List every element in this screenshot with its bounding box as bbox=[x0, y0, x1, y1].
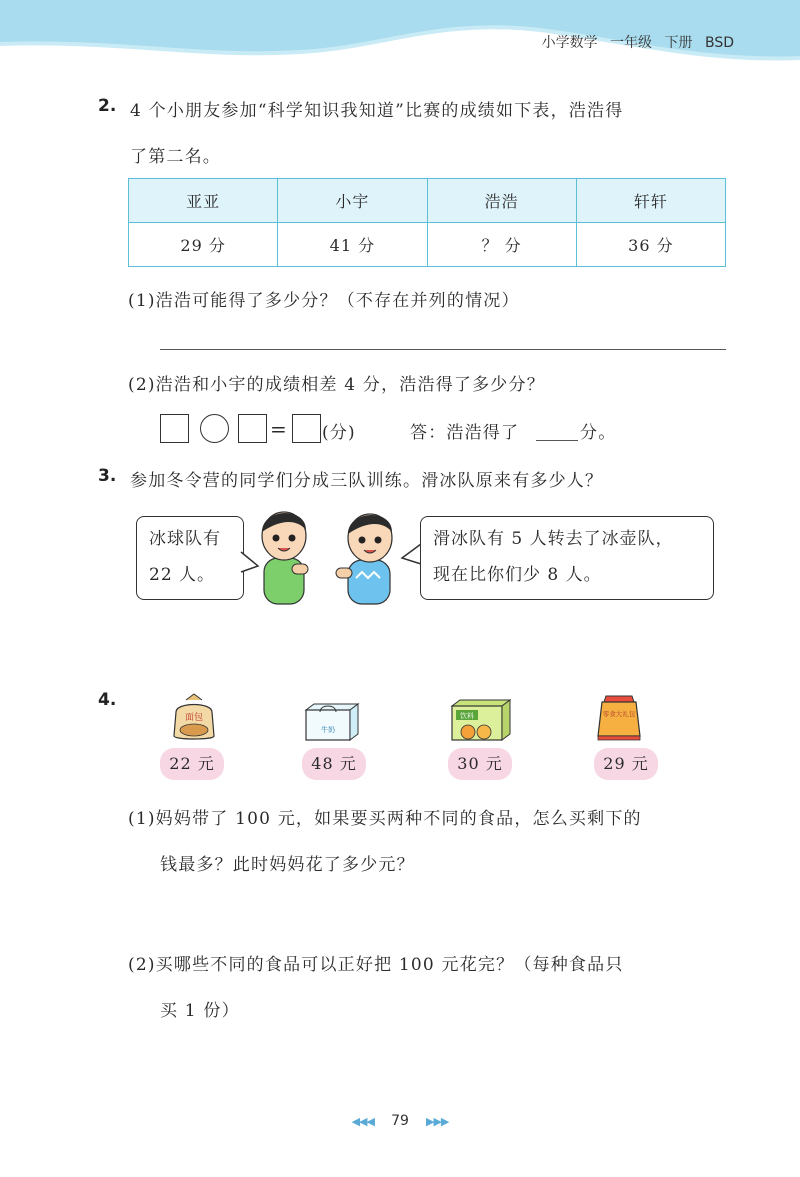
operator-circle[interactable] bbox=[200, 414, 229, 443]
bread-icon bbox=[170, 692, 218, 742]
q2-text-line1: 4 个小朋友参加“科学知识我知道”比赛的成绩如下表，浩浩得 bbox=[130, 101, 624, 121]
score-cell: 29 分 bbox=[129, 223, 278, 267]
snack-pack-icon bbox=[594, 692, 644, 742]
q4-sub1-line2: 钱最多？此时妈妈花了多少元？ bbox=[160, 855, 415, 875]
children-illustration bbox=[252, 500, 412, 610]
drink-box-icon bbox=[448, 696, 514, 742]
page-number: 79 bbox=[391, 1113, 409, 1129]
header-grade: 一年级 bbox=[610, 35, 653, 51]
answer-blank[interactable] bbox=[536, 440, 578, 441]
score-cell: 36 分 bbox=[576, 223, 725, 267]
q2-sub1-answer-line[interactable] bbox=[160, 349, 726, 350]
equation-unit: (分) bbox=[322, 423, 356, 443]
q4-number: 4. bbox=[98, 690, 117, 710]
q2-number: 2. bbox=[98, 96, 117, 116]
equation-box-2[interactable] bbox=[238, 414, 267, 443]
price-tag-milk: 48 元 bbox=[302, 748, 366, 780]
milk-label: 牛奶 bbox=[321, 726, 335, 734]
q2-text-line2: 了第二名。 bbox=[130, 147, 221, 167]
drink-label: 饮料 bbox=[460, 712, 474, 720]
score-table bbox=[128, 178, 726, 267]
equals-sign: = bbox=[270, 417, 288, 441]
score-header-cell: 亚亚 bbox=[129, 179, 278, 223]
equation-box-1[interactable] bbox=[160, 414, 189, 443]
bubble-left-line1: 冰球队有 bbox=[149, 529, 221, 549]
speech-bubble-left bbox=[136, 516, 244, 600]
score-header-cell: 小宇 bbox=[278, 179, 427, 223]
prev-page-arrows-icon[interactable]: ◀◀◀ bbox=[351, 1115, 374, 1128]
milk-box-icon bbox=[302, 700, 362, 742]
next-page-arrows-icon[interactable]: ▶▶▶ bbox=[426, 1115, 449, 1128]
bubble-right-line2: 现在比你们少 8 人。 bbox=[433, 565, 602, 585]
header-info bbox=[542, 32, 734, 52]
bubble-right-tail bbox=[398, 540, 422, 570]
q4-sub2-line2: 买 1 份） bbox=[160, 1001, 240, 1021]
price-tag-drink: 30 元 bbox=[448, 748, 512, 780]
snack-label: 零食大礼包 bbox=[602, 710, 636, 718]
q4-sub2-line1: (2)买哪些不同的食品可以正好把 100 元花完？（每种食品只 bbox=[128, 955, 624, 975]
score-cell: ？ 分 bbox=[427, 223, 576, 267]
header-subject: 小学数学 bbox=[541, 35, 598, 51]
page-footer bbox=[0, 1110, 800, 1129]
answer-prefix: 答：浩浩得了 bbox=[410, 423, 520, 443]
score-header-cell: 轩轩 bbox=[576, 179, 725, 223]
q4-sub1-line1: (1)妈妈带了 100 元，如果要买两种不同的食品，怎么买剩下的 bbox=[128, 809, 642, 829]
score-header-cell: 浩浩 bbox=[427, 179, 576, 223]
bread-label: 面包 bbox=[184, 713, 204, 723]
bubble-left-line2: 22 人。 bbox=[149, 565, 216, 585]
q3-text: 参加冬令营的同学们分成三队训练。滑冰队原来有多少人？ bbox=[130, 471, 604, 491]
q3-number: 3. bbox=[98, 466, 117, 486]
price-tag-bread: 22 元 bbox=[160, 748, 224, 780]
price-tag-snack: 29 元 bbox=[594, 748, 658, 780]
score-table-header-row bbox=[129, 179, 726, 223]
speech-bubble-right bbox=[420, 516, 714, 600]
q2-sub1: (1)浩浩可能得了多少分？（不存在并列的情况） bbox=[128, 291, 520, 311]
equation-box-result[interactable] bbox=[292, 414, 321, 443]
q2-sub2: (2)浩浩和小宇的成绩相差 4 分，浩浩得了多少分？ bbox=[128, 375, 545, 395]
score-table-row bbox=[129, 223, 726, 267]
score-cell: 41 分 bbox=[278, 223, 427, 267]
header-volume: 下册 bbox=[664, 35, 693, 51]
answer-suffix: 分。 bbox=[580, 423, 617, 443]
header-edition: BSD bbox=[704, 35, 734, 51]
bubble-right-line1: 滑冰队有 5 人转去了冰壶队， bbox=[433, 529, 674, 549]
